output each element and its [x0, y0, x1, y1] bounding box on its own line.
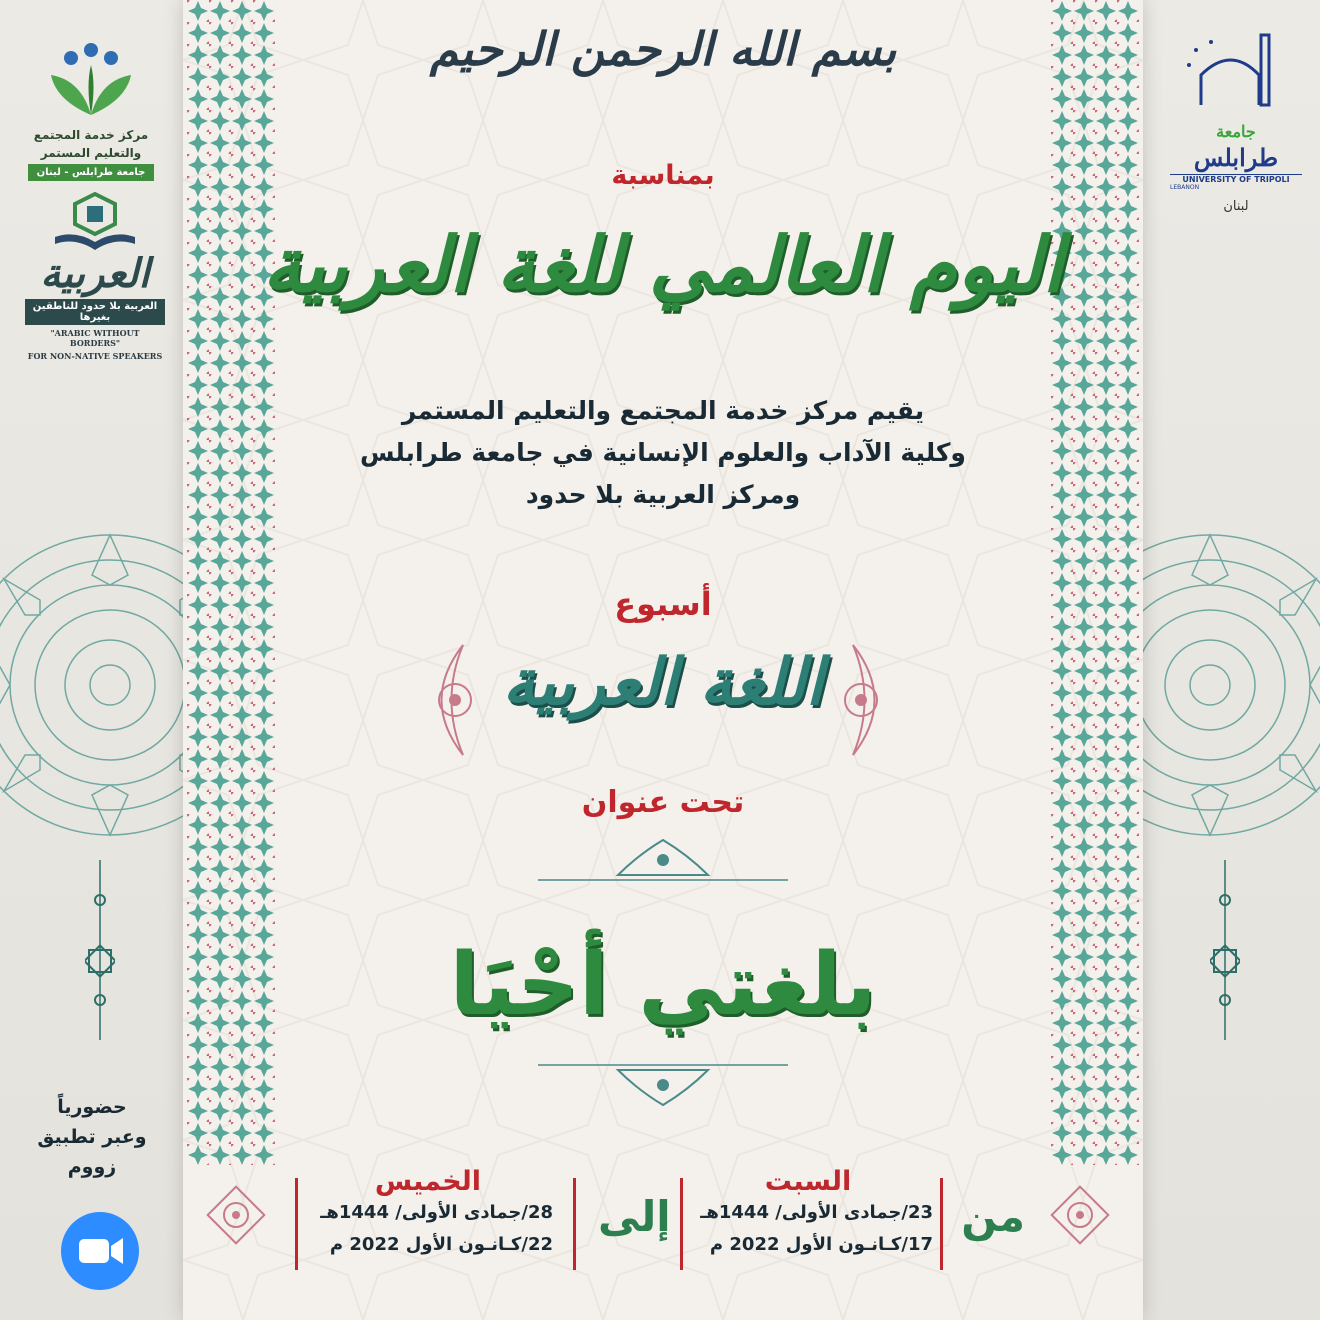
start-hijri: 23/جمادى الأولى/ 1444هـ — [700, 1202, 933, 1223]
divider-ornament-bottom — [538, 1060, 788, 1110]
divider-bar — [940, 1178, 943, 1270]
mandala-ornament-left — [0, 520, 185, 850]
poster — [183, 0, 1143, 1320]
university-logo — [1170, 30, 1302, 214]
subtitle-label: تحت عنوان — [581, 785, 745, 820]
book-icon — [45, 192, 145, 252]
divider-bar — [573, 1178, 576, 1270]
organizers — [183, 390, 1143, 516]
occasion-label: بمناسبة — [611, 160, 715, 191]
date-to-label: إلى — [598, 1192, 671, 1241]
organizer-line-3: ومركز العربية بلا حدود — [525, 480, 801, 509]
date-from-label: من — [961, 1192, 1025, 1241]
mandala-ornament-right — [1135, 520, 1320, 850]
divider-bar — [295, 1178, 298, 1270]
date-section — [183, 1160, 1143, 1280]
university-ar-main: طرابلس — [1193, 143, 1279, 172]
vertical-ornament-left — [85, 860, 115, 1040]
main-title: اليوم العالمي للغة العربية — [262, 220, 1064, 309]
attendance-line-1: حضورياً — [57, 1096, 127, 1118]
week-label: أسبوع — [614, 585, 712, 623]
start-gregorian: 17/كـانـون الأول 2022 م — [709, 1234, 933, 1255]
end-gregorian: 22/كـانـون الأول 2022 م — [329, 1234, 553, 1255]
end-day: الخميس — [374, 1166, 482, 1197]
arabic-logo-en-2: FOR NON-NATIVE SPEAKERS — [27, 351, 163, 361]
people-leaf-icon — [46, 40, 136, 120]
slogan: بلغتي أحْيَا — [449, 935, 877, 1035]
start-day: السبت — [764, 1166, 852, 1197]
arabic-logo-title: العربية — [40, 250, 150, 297]
university-en-sub: LEBANON — [1170, 184, 1200, 191]
university-location: لبنان — [1223, 199, 1249, 214]
end-hijri: 28/جمادى الأولى/ 1444هـ — [320, 1202, 553, 1223]
mosque-icon — [1181, 30, 1291, 110]
organizer-line-2: وكلية الآداب والعلوم الإنسانية في جامعة طرابلس — [360, 438, 966, 467]
bismillah: بسم الله الرحمن الرحيم — [429, 22, 897, 76]
university-en: UNIVERSITY OF TRIPOLI — [1170, 174, 1302, 184]
ornament-icon-date-left — [201, 1180, 271, 1260]
ornament-icon-right — [831, 640, 901, 760]
start-date — [683, 1166, 933, 1261]
divider-ornament-top — [538, 835, 788, 885]
zoom-icon — [61, 1212, 139, 1290]
end-date — [303, 1166, 553, 1261]
community-center-name-1: مركز خدمة المجتمع — [33, 128, 149, 142]
vertical-ornament-right — [1210, 860, 1240, 1040]
ornament-icon-date-right — [1045, 1180, 1115, 1260]
attendance-info — [22, 1092, 162, 1182]
divider-bar — [680, 1178, 683, 1270]
community-center-subline: جامعة طرابلس - لبنان — [28, 164, 154, 181]
week-title: اللغة العربية — [502, 645, 824, 720]
arabic-without-borders-logo — [25, 192, 165, 361]
arabic-logo-tagline: العربية بلا حدود للناطقين بغيرها — [25, 299, 165, 325]
arabic-logo-en-1: "ARABIC WITHOUT BORDERS" — [50, 328, 140, 348]
university-ar-small: جامعة — [1216, 122, 1256, 141]
attendance-line-2: وعبر تطبيق — [37, 1126, 147, 1148]
organizer-line-1: يقيم مركز خدمة المجتمع والتعليم المستمر — [401, 396, 925, 425]
attendance-line-3: زووم — [67, 1156, 117, 1178]
community-center-name-2: والتعليم المستمر — [40, 146, 142, 160]
community-center-logo — [28, 40, 154, 181]
